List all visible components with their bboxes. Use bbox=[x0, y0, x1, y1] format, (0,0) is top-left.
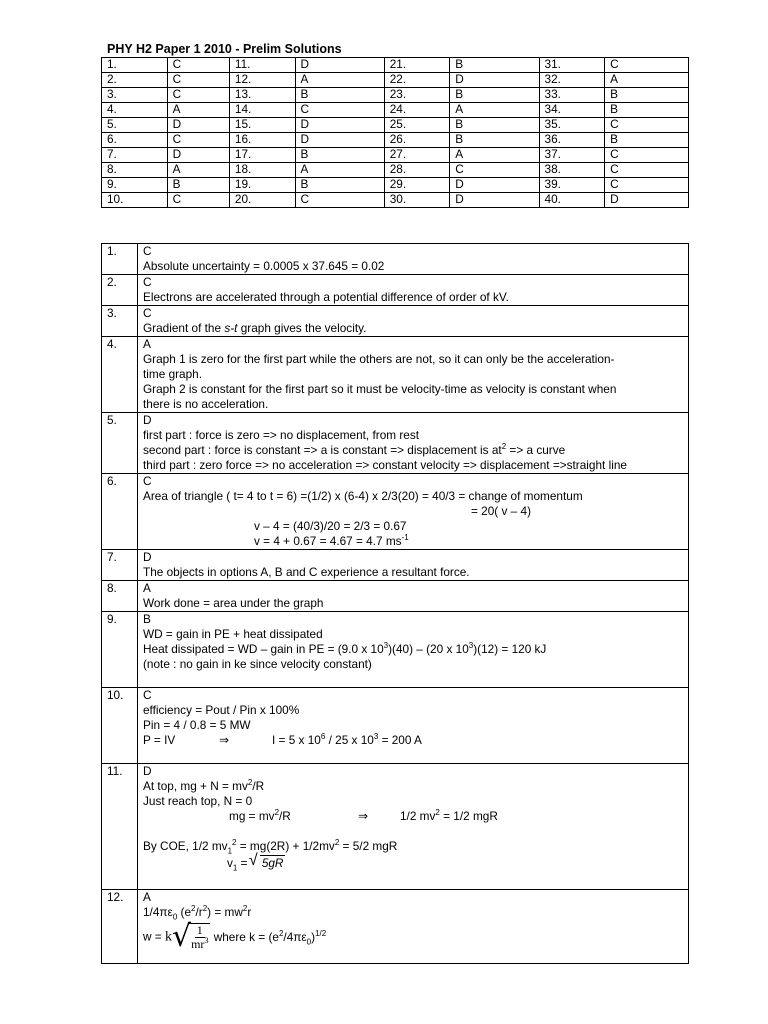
solution-cell bbox=[138, 275, 689, 306]
solution-line: (note : no gain in ke since velocity constant) bbox=[143, 657, 372, 671]
answer-letter-cell: A bbox=[295, 163, 384, 178]
solution-line: $1/4\pi\varepsilon_0$ $(e^2/r^2) = mw^2r$ bbox=[143, 904, 252, 922]
question-number-cell: 30. bbox=[384, 193, 450, 208]
answer-key-row bbox=[102, 193, 689, 208]
answer-letter-cell: A bbox=[450, 148, 539, 163]
answer-letter-cell: C bbox=[295, 103, 384, 118]
question-number: 12. bbox=[102, 890, 138, 964]
solution-cell bbox=[138, 306, 689, 337]
question-number-cell: 29. bbox=[384, 178, 450, 193]
answer-letter-cell: D bbox=[295, 118, 384, 133]
solution-cell bbox=[138, 764, 689, 890]
question-number: 8. bbox=[102, 581, 138, 612]
solution-row-1 bbox=[102, 244, 689, 275]
solution-line: third part : zero force => no acceleration => constant velocity => displacement =>straight line bbox=[143, 458, 627, 472]
question-number-cell: 12. bbox=[229, 73, 295, 88]
question-number-cell: 39. bbox=[539, 178, 605, 193]
solution-line: w = k √ $\frac{1}{mr^3}$ where $k = (e^2/4\pi\varepsilon_0)^{1/2}$ bbox=[143, 919, 327, 954]
answer-letter-cell: C bbox=[605, 178, 689, 193]
solution-line: second part : force is constant => a is constant => displacement is $at^2 => a$ curve bbox=[143, 442, 566, 457]
question-number: 6. bbox=[102, 474, 138, 550]
answer-key-row bbox=[102, 73, 689, 88]
solution-line: mg = $mv^2/R$ ⇒ 1/2 $mv^2 = 1/2$ mgR bbox=[229, 808, 498, 823]
question-number-cell: 28. bbox=[384, 163, 450, 178]
question-number-cell: 13. bbox=[229, 88, 295, 103]
solution-cell bbox=[138, 612, 689, 688]
question-number-cell: 4. bbox=[102, 103, 168, 118]
solution-row-9 bbox=[102, 612, 689, 688]
solution-cell bbox=[138, 581, 689, 612]
solution-line: The objects in options A, B and C experience a resultant force. bbox=[143, 565, 470, 579]
answer-letter-cell: C bbox=[605, 148, 689, 163]
solution-line: Area of triangle ( t= 4 to t = 6) =(1/2) x (6-4) x 2/3(20) = 40/3 = change of momentum bbox=[143, 489, 583, 503]
answer-letter-cell: D bbox=[450, 178, 539, 193]
implies-arrow-icon: ⇒ bbox=[358, 809, 368, 823]
solution-row-6 bbox=[102, 474, 689, 550]
question-number-cell: 31. bbox=[539, 58, 605, 73]
answer-letter-cell: D bbox=[167, 118, 229, 133]
answer-letter-cell: B bbox=[450, 118, 539, 133]
question-number-cell: 10. bbox=[102, 193, 168, 208]
question-number-cell: 14. bbox=[229, 103, 295, 118]
question-number-cell: 8. bbox=[102, 163, 168, 178]
answer-letter: C bbox=[143, 244, 152, 258]
question-number-cell: 2. bbox=[102, 73, 168, 88]
question-number: 3. bbox=[102, 306, 138, 337]
solution-line: Just reach top, N = 0 bbox=[143, 794, 253, 808]
answer-letter-cell: D bbox=[167, 148, 229, 163]
question-number-cell: 7. bbox=[102, 148, 168, 163]
answer-key-row bbox=[102, 88, 689, 103]
question-number-cell: 22. bbox=[384, 73, 450, 88]
question-number-cell: 25. bbox=[384, 118, 450, 133]
solution-line: Graph 1 is zero for the first part while the others are not, so it can only be the acceleration- bbox=[143, 352, 615, 366]
question-number-cell: 3. bbox=[102, 88, 168, 103]
answer-letter-cell: D bbox=[295, 58, 384, 73]
solution-line: Heat dissipated = WD – gain in PE = (9.0 x $10^3)(40) - (20$ x $10^3)(12) = 120$ kJ bbox=[143, 641, 547, 656]
answer-key-table bbox=[101, 57, 689, 208]
answer-letter-cell: C bbox=[167, 58, 229, 73]
question-number-cell: 37. bbox=[539, 148, 605, 163]
answer-letter-cell: C bbox=[167, 133, 229, 148]
answer-letter: C bbox=[143, 688, 152, 702]
answer-letter-cell: A bbox=[450, 103, 539, 118]
answer-letter-cell: B bbox=[450, 133, 539, 148]
answer-letter-cell: C bbox=[605, 163, 689, 178]
answer-letter-cell: B bbox=[605, 103, 689, 118]
solution-cell bbox=[138, 413, 689, 474]
solution-line: WD = gain in PE + heat dissipated bbox=[143, 627, 323, 641]
answer-letter: A bbox=[143, 337, 151, 351]
question-number: 5. bbox=[102, 413, 138, 474]
answer-letter-cell: B bbox=[295, 88, 384, 103]
answer-letter-cell: B bbox=[295, 148, 384, 163]
solution-row-3 bbox=[102, 306, 689, 337]
solution-line: $v_1$ = √ 5gR bbox=[143, 856, 688, 871]
solution-line: Absolute uncertainty = 0.0005 x 37.645 = 0.02 bbox=[143, 259, 385, 273]
answer-letter-cell: A bbox=[295, 73, 384, 88]
solution-line: By COE, 1/2 $mv_1^2 = mg(2R) + 1/2mv^2 = 5/2$ mgR bbox=[143, 838, 398, 856]
solution-line: = 20( v – 4) bbox=[471, 504, 531, 518]
question-number-cell: 11. bbox=[229, 58, 295, 73]
answer-letter-cell: D bbox=[605, 193, 689, 208]
question-number-cell: 33. bbox=[539, 88, 605, 103]
question-number-cell: 27. bbox=[384, 148, 450, 163]
question-number-cell: 35. bbox=[539, 118, 605, 133]
question-number-cell: 6. bbox=[102, 133, 168, 148]
answer-letter-cell: D bbox=[450, 73, 539, 88]
question-number-cell: 15. bbox=[229, 118, 295, 133]
answer-key-row bbox=[102, 163, 689, 178]
answer-letter: D bbox=[143, 764, 152, 778]
question-number: 11. bbox=[102, 764, 138, 890]
question-number-cell: 36. bbox=[539, 133, 605, 148]
answer-letter-cell: C bbox=[167, 88, 229, 103]
answer-letter: A bbox=[143, 890, 151, 904]
answer-key-row bbox=[102, 58, 689, 73]
question-number: 9. bbox=[102, 612, 138, 688]
question-number-cell: 16. bbox=[229, 133, 295, 148]
solution-line: v – 4 = (40/3)/20 = 2/3 = 0.67 bbox=[254, 519, 407, 533]
solutions-table bbox=[101, 243, 689, 964]
question-number-cell: 40. bbox=[539, 193, 605, 208]
answer-letter-cell: C bbox=[605, 118, 689, 133]
solution-line: Pin = 4 / 0.8 = 5 MW bbox=[143, 718, 251, 732]
answer-letter: D bbox=[143, 413, 152, 427]
answer-letter-cell: C bbox=[167, 193, 229, 208]
square-root-icon: √ 5gR bbox=[251, 856, 286, 871]
answer-letter: D bbox=[143, 550, 152, 564]
solution-line: Electrons are accelerated through a potential difference of order of kV. bbox=[143, 290, 509, 304]
solution-line: there is no acceleration. bbox=[143, 397, 269, 411]
solution-row-8 bbox=[102, 581, 689, 612]
solution-row-7 bbox=[102, 550, 689, 581]
solution-row-4 bbox=[102, 337, 689, 413]
question-number-cell: 38. bbox=[539, 163, 605, 178]
solution-cell bbox=[138, 890, 689, 964]
question-number: 1. bbox=[102, 244, 138, 275]
question-number: 10. bbox=[102, 688, 138, 764]
answer-letter: C bbox=[143, 474, 152, 488]
answer-key-row bbox=[102, 103, 689, 118]
solution-line: v = 4 + 0.67 = 4.67 = 4.7 $ms^{-1}$ bbox=[254, 533, 409, 548]
implies-arrow-icon: ⇒ bbox=[219, 733, 229, 747]
solution-row-5 bbox=[102, 413, 689, 474]
answer-letter-cell: C bbox=[450, 163, 539, 178]
square-root-icon: √ $\frac{1}{mr^3}$ bbox=[171, 919, 209, 954]
answer-letter-cell: C bbox=[167, 73, 229, 88]
question-number-cell: 21. bbox=[384, 58, 450, 73]
answer-letter-cell: A bbox=[605, 73, 689, 88]
question-number-cell: 23. bbox=[384, 88, 450, 103]
answer-letter-cell: C bbox=[295, 193, 384, 208]
page-title: PHY H2 Paper 1 2010 - Prelim Solutions bbox=[107, 42, 342, 56]
answer-letter: B bbox=[143, 612, 151, 626]
answer-letter-cell: B bbox=[450, 58, 539, 73]
solution-row-12 bbox=[102, 890, 689, 964]
question-number-cell: 32. bbox=[539, 73, 605, 88]
answer-key-row bbox=[102, 118, 689, 133]
answer-key-row bbox=[102, 133, 689, 148]
answer-letter-cell: D bbox=[450, 193, 539, 208]
answer-letter-cell: B bbox=[295, 178, 384, 193]
solution-cell bbox=[138, 244, 689, 275]
solution-line: first part : force is zero => no displacement, from rest bbox=[143, 428, 420, 442]
answer-letter-cell: B bbox=[450, 88, 539, 103]
solution-line: At top, mg + $N = mv^2/R$ bbox=[143, 778, 265, 793]
answer-letter-cell: A bbox=[167, 163, 229, 178]
question-number-cell: 5. bbox=[102, 118, 168, 133]
answer-letter-cell: B bbox=[605, 133, 689, 148]
solution-cell bbox=[138, 337, 689, 413]
question-number-cell: 1. bbox=[102, 58, 168, 73]
answer-letter-cell: D bbox=[295, 133, 384, 148]
solution-row-11 bbox=[102, 764, 689, 890]
question-number-cell: 20. bbox=[229, 193, 295, 208]
solution-cell bbox=[138, 474, 689, 550]
question-number: 7. bbox=[102, 550, 138, 581]
answer-letter-cell: A bbox=[167, 103, 229, 118]
answer-key-row bbox=[102, 178, 689, 193]
question-number-cell: 26. bbox=[384, 133, 450, 148]
question-number-cell: 18. bbox=[229, 163, 295, 178]
answer-letter-cell: B bbox=[167, 178, 229, 193]
question-number: 2. bbox=[102, 275, 138, 306]
solution-line: Work done = area under the graph bbox=[143, 596, 324, 610]
solution-row-10 bbox=[102, 688, 689, 764]
answer-letter: A bbox=[143, 581, 151, 595]
solution-line: Graph 2 is constant for the first part so it must be velocity-time as velocity is constant when bbox=[143, 382, 617, 396]
question-number-cell: 9. bbox=[102, 178, 168, 193]
question-number: 4. bbox=[102, 337, 138, 413]
solution-cell bbox=[138, 550, 689, 581]
answer-letter-cell: C bbox=[605, 58, 689, 73]
question-number-cell: 17. bbox=[229, 148, 295, 163]
solution-line: efficiency = Pout / Pin x 100% bbox=[143, 703, 300, 717]
solution-line: Gradient of the s-t graph gives the velocity. bbox=[143, 321, 367, 335]
question-number-cell: 34. bbox=[539, 103, 605, 118]
solution-line: P = IV ⇒ I = 5 x $10^6 / 25$ x $10^3 = 200$ A bbox=[143, 732, 422, 747]
solution-row-2 bbox=[102, 275, 689, 306]
answer-letter-cell: B bbox=[605, 88, 689, 103]
solution-line: time graph. bbox=[143, 367, 203, 381]
question-number-cell: 19. bbox=[229, 178, 295, 193]
answer-letter: C bbox=[143, 306, 152, 320]
solution-cell bbox=[138, 688, 689, 764]
answer-letter: C bbox=[143, 275, 152, 289]
question-number-cell: 24. bbox=[384, 103, 450, 118]
answer-key-row bbox=[102, 148, 689, 163]
